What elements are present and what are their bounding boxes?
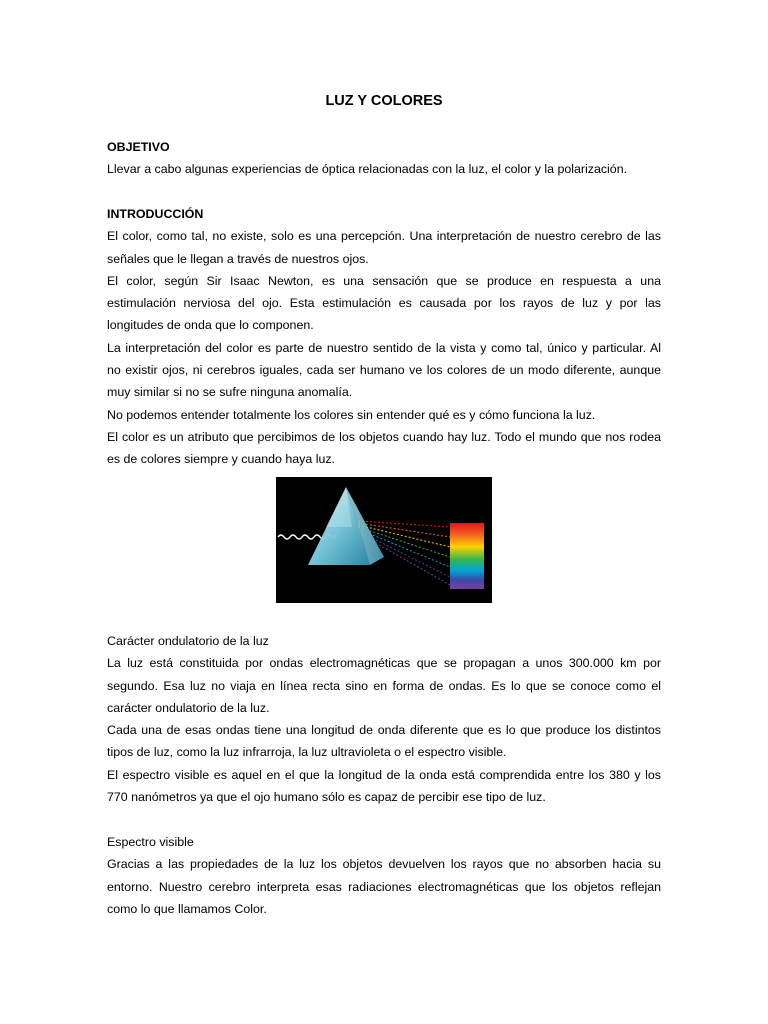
ondulatorio-paragraph-2-line-1: Cada una de esas ondas tiene una longitud de onda diferente que es lo que produce los distintos (107, 723, 661, 738)
espectro-paragraph-1-line-2: entorno. Nuestro cerebro interpreta esas radiaciones electromagnéticas que los objetos reflejan (107, 879, 661, 894)
espectro-paragraph-1-line-3: como lo que llamamos Color. (107, 901, 267, 916)
ondulatorio-paragraph-3-line-2: 770 nanómetros ya que el ojo humano sólo es capaz de percibir ese tipo de luz. (107, 790, 546, 805)
espectro-paragraph-1-line-1: Gracias a las propiedades de la luz los objetos devuelven los rayos que no absorben hacia su (107, 857, 661, 872)
espectro-heading: Espectro visible (107, 835, 194, 849)
section-introduccion (107, 203, 661, 471)
ondulatorio-paragraph-1-line-2: segundo. Esa luz no viaja en línea recta sino en forma de ondas. Es lo que se conoce como el (107, 678, 661, 693)
intro-paragraph-4-line-1: No podemos entender totalmente los colores sin entender qué es y cómo funciona la luz. (107, 407, 596, 422)
section-espectro (107, 831, 661, 920)
intro-paragraph-2-line-2: estimulación nerviosa del ojo. Esta estimulación es causada por los rayos de luz y por las (107, 296, 661, 311)
objetivo-text: Llevar a cabo algunas experiencias de óptica relacionadas con la luz, el color y la polarización. (107, 162, 628, 177)
intro-paragraph-2-line-3: longitudes de onda que lo componen. (107, 318, 314, 333)
prism-dispersion-image (276, 477, 492, 603)
intro-paragraph-1-line-1: El color, como tal, no existe, solo es una percepción. Una interpretación de nuestro cerebro de las (107, 229, 661, 244)
introduccion-heading: INTRODUCCIÓN (107, 207, 204, 221)
intro-paragraph-3-line-2: no existir ojos, ni cerebros iguales, cada ser humano ve los colores de un modo diferente, aunque (107, 363, 661, 378)
section-objetivo (107, 136, 661, 181)
document-title: LUZ Y COLORES (325, 93, 443, 109)
ondulatorio-paragraph-3-line-1: El espectro visible es aquel en el que la longitud de la onda está comprendida entre los 380 y los (107, 767, 661, 782)
intro-paragraph-3-line-3: muy similar si no se sufre ninguna anomalía. (107, 385, 353, 400)
ondulatorio-paragraph-1-line-1: La luz está constituida por ondas electromagnéticas que se propagan a unos 300.000 km por (107, 656, 661, 671)
spectrum-band (450, 523, 484, 589)
ondulatorio-heading: Carácter ondulatorio de la luz (107, 634, 269, 648)
ondulatorio-paragraph-1-line-3: carácter ondulatorio de la luz. (107, 700, 270, 715)
ondulatorio-paragraph-2-line-2: tipos de luz, como la luz infrarroja, la luz ultravioleta o el espectro visible. (107, 745, 507, 760)
intro-paragraph-3-line-1: La interpretación del color es parte de nuestro sentido de la vista y como tal, único y particular. Al (107, 340, 661, 355)
section-ondulatorio (107, 630, 661, 808)
intro-paragraph-1-line-2: señales que le llegan a través de nuestros ojos. (107, 251, 369, 266)
objetivo-heading: OBJETIVO (107, 140, 170, 154)
intro-paragraph-5-line-1: El color es un atributo que percibimos de los objetos cuando hay luz. Todo el mundo que nos rodea (107, 429, 661, 444)
intro-paragraph-5-line-2: es de colores siempre y cuando haya luz. (107, 452, 335, 467)
intro-paragraph-2-line-1: El color, según Sir Isaac Newton, es una sensación que se produce en respuesta a una (107, 273, 661, 288)
